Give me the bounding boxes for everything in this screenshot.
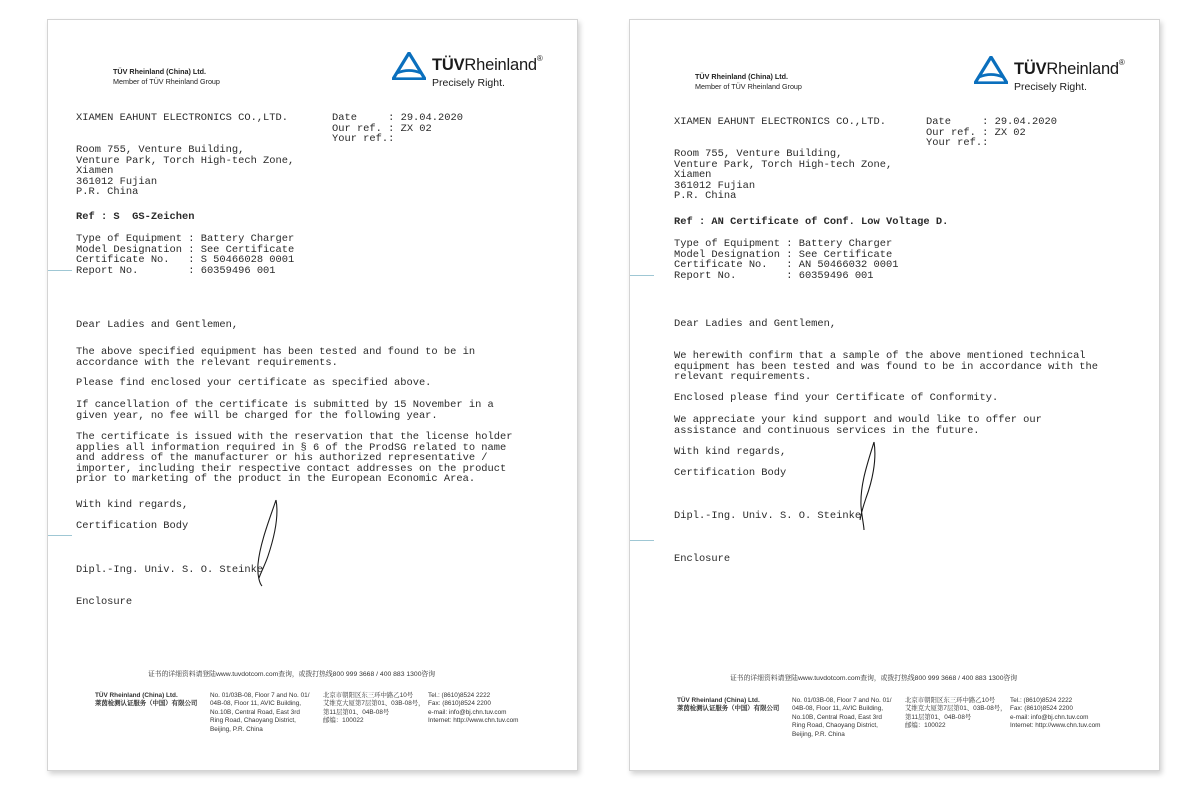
equipment-details: Type of Equipment : Battery Charger Model Designation : See Certificate Certificate No. : S 50466028 0001 Report No. : 60359496 001 — [76, 233, 295, 277]
equipment-details: Type of Equipment : Battery Charger Model Designation : See Certificate Certificate No. : AN 50466032 0001 Report No. : 60359496 001 — [674, 238, 899, 282]
company-group: Member of TÜV Rheinland Group — [695, 82, 802, 91]
reference-line: Ref : S GS-Zeichen — [76, 211, 195, 223]
triangle-logo-icon — [974, 56, 1008, 84]
footer-contacts: Tel.: (8610)8524 2222 Fax: (8610)8524 2200 e-mail: info@bj.chn.tuv.com Internet: http://www.chn.tuv.com — [428, 692, 519, 725]
margin-fold-mark — [48, 535, 72, 536]
recipient-name: XIAMEN EAHUNT ELECTRONICS CO.,LTD. — [76, 112, 289, 124]
footer-contact-line: 证书的详细资料请登陆www.tuvdotcom.com查询，或拨打热线800 999 3668 / 400 883 1300咨询 — [730, 675, 1018, 682]
company-name: TÜV Rheinland (China) Ltd. — [113, 67, 207, 76]
margin-fold-mark — [630, 275, 654, 276]
letter-page-gs — [47, 19, 578, 771]
closing: With kind regards, — [674, 446, 787, 458]
enclosure-note: Enclosure — [76, 596, 133, 608]
certification-body: Certification Body — [76, 520, 189, 532]
logo-tagline: Precisely Right. — [432, 77, 505, 89]
footer-company: TÜV Rheinland (China) Ltd. 莱茵检测认证服务（中国）有限公司 — [677, 697, 780, 713]
date-reference-block: Date : 29.04.2020 Our ref. : ZX 02 Your ref.: — [926, 116, 1057, 150]
recipient-name: XIAMEN EAHUNT ELECTRONICS CO.,LTD. — [674, 116, 887, 128]
signatory-name: Dipl.-Ing. Univ. S. O. Steinke — [674, 510, 862, 522]
logo-tagline: Precisely Right. — [1014, 81, 1087, 93]
tuv-rheinland-logo — [392, 48, 562, 96]
paragraph-3: We appreciate your kind support and would like to offer our assistance and continuous services in the future. — [674, 414, 1042, 437]
logo-wordmark: TÜVRheinland® — [432, 54, 543, 74]
paragraph-4: The certificate is issued with the reservation that the license holder applies all information required in § 6 of the ProdSG related to name and address of the manufacturer or his authorized representative / importer, including their respective contact addresses on the product prior to marketing of the product in the European Economic Area. — [76, 431, 513, 486]
letter-page-conformity — [629, 19, 1160, 771]
company-header — [695, 72, 802, 92]
closing: With kind regards, — [76, 499, 189, 511]
footer-address-cn: 北京市朝阳区东三环中路乙10号 艾维克大厦第7层第01、03B-08号， 第11层第01、04B-08号 邮编：100022 — [323, 692, 425, 725]
salutation: Dear Ladies and Gentlemen, — [76, 319, 239, 331]
certification-body: Certification Body — [674, 467, 787, 479]
recipient-address: Room 755, Venture Building, Venture Park, Torch High-tech Zone, Xiamen 361012 Fujian P.R. China — [674, 148, 893, 203]
footer-address-en: No. 01/03B-08, Floor 7 and No. 01/ 04B-08, Floor 11, AVIC Building, No.10B, Central Road, East 3rd Ring Road, Chaoyang District, Beijing, P.R. China — [210, 692, 310, 733]
company-group: Member of TÜV Rheinland Group — [113, 77, 220, 86]
footer-company: TÜV Rheinland (China) Ltd. 莱茵检测认证服务（中国）有限公司 — [95, 692, 198, 708]
paragraph-1: We herewith confirm that a sample of the above mentioned technical equipment has been tested and was found to be in accordance with the relevant requirements. — [674, 350, 1099, 384]
reference-line: Ref : AN Certificate of Conf. Low Voltage D. — [674, 216, 949, 228]
enclosure-note: Enclosure — [674, 553, 731, 565]
paragraph-2: Enclosed please find your Certificate of Conformity. — [674, 392, 999, 404]
logo-wordmark: TÜVRheinland® — [1014, 58, 1125, 78]
footer-address-en: No. 01/03B-08, Floor 7 and No. 01/ 04B-08, Floor 11, AVIC Building, No.10B, Central Road, East 3rd Ring Road, Chaoyang District, Beijing, P.R. China — [792, 697, 892, 738]
recipient-address: Room 755, Venture Building, Venture Park, Torch High-tech Zone, Xiamen 361012 Fujian P.R. China — [76, 144, 295, 199]
paragraph-2: Please find enclosed your certificate as specified above. — [76, 377, 432, 389]
company-name: TÜV Rheinland (China) Ltd. — [695, 72, 789, 81]
signatory-name: Dipl.-Ing. Univ. S. O. Steinke — [76, 564, 264, 576]
triangle-logo-icon — [392, 52, 426, 80]
margin-fold-mark — [630, 540, 654, 541]
paragraph-3: If cancellation of the certificate is submitted by 15 November in a given year, no fee will be charged for the following year. — [76, 399, 494, 422]
paragraph-1: The above specified equipment has been tested and found to be in accordance with the relevant requirements. — [76, 346, 476, 369]
salutation: Dear Ladies and Gentlemen, — [674, 318, 837, 330]
company-header — [113, 67, 220, 87]
footer-contacts: Tel.: (8610)8524 2222 Fax: (8610)8524 2200 e-mail: info@bj.chn.tuv.com Internet: http://www.chn.tuv.com — [1010, 697, 1101, 730]
margin-fold-mark — [48, 270, 72, 271]
footer-address-cn: 北京市朝阳区东三环中路乙10号 艾维克大厦第7层第01、03B-08号， 第11层第01、04B-08号 邮编：100022 — [905, 697, 1007, 730]
tuv-rheinland-logo — [974, 52, 1144, 100]
date-reference-block: Date : 29.04.2020 Our ref. : ZX 02 Your ref.: — [332, 112, 463, 146]
footer-contact-line: 证书的详细资料请登陆www.tuvdotcom.com查询，或拨打热线800 999 3668 / 400 883 1300咨询 — [148, 671, 436, 678]
